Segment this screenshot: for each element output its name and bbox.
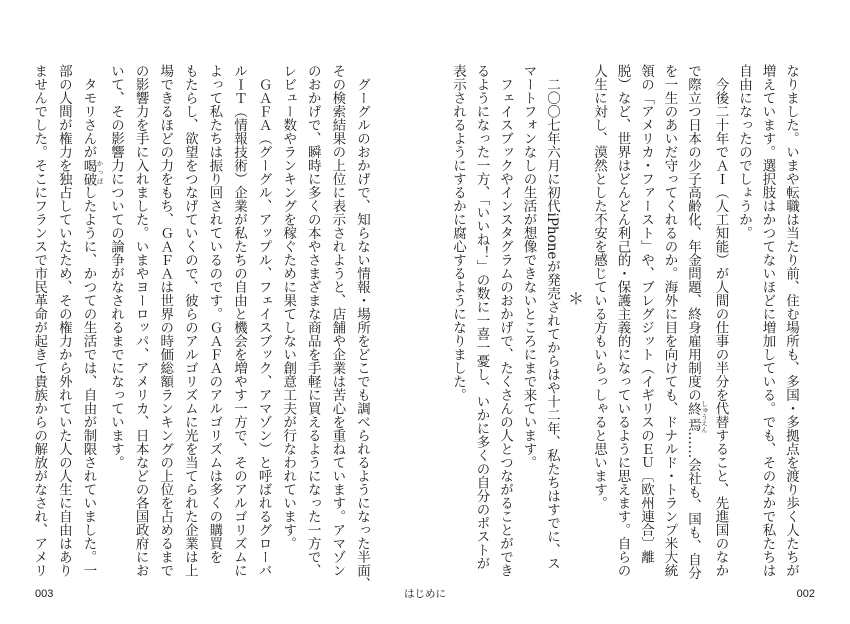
text-column — [681, 64, 709, 594]
chapter-title: はじめに — [404, 588, 446, 600]
text-column: フェイスブックやインスタグラムのおかげで、たくさんの人とつながることができ — [497, 64, 513, 577]
ruby-annotation — [685, 400, 708, 433]
ruby-text: かっぱ — [95, 158, 104, 186]
right-page — [450, 64, 803, 594]
text-column: いて、その影響力についての論争がなされるまでになっています。 — [108, 64, 125, 469]
left-page-number: 003 — [35, 588, 54, 600]
text-column: 脱）など、世界はどんどん利己的・保護主義的になっているように思えます。自らの — [614, 64, 631, 577]
text-segment: タモリさんが — [80, 64, 97, 159]
text-segment: したように、かつての生活では、自由が制限されていました。一 — [80, 185, 97, 577]
text-column: グーグルのおかげで、知らない情報・場所をどこでも調べられるようになった半面、 — [353, 64, 370, 591]
text-column: ルＩＴ（情報技術）企業が私たちの自由と機会を増やす一方で、そのアルゴリズムに — [231, 64, 248, 577]
text-column: 増えています。選択肢はかつてないほどに増加している。でも、そのなかで私たちは — [759, 64, 776, 577]
text-column: 場できるほどの力をもち、ＧＡＦＡは世界の時価総額ランキングの上位を占めるまで — [157, 64, 174, 577]
text-column: の影響力を手に入れました。いまやヨーロッパ、アメリカ、日本などの各国政府にお — [132, 64, 149, 577]
right-page-number: 002 — [796, 588, 815, 600]
text-column: 自由になったのでしょうか。 — [736, 64, 752, 240]
text-column: 今後二十年でＡＩ（人工知能）が人間の仕事の半分を代替すること、先進国のなか — [712, 64, 729, 577]
text-column: ＧＡＦＡ（グーグル、アップル、フェイスブック、アマゾン）と呼ばれるグローバ — [255, 64, 272, 577]
text-column: その検索結果の上位に表示されようと、店舗や企業は苦心を重ねています。アマゾン — [329, 64, 346, 577]
section-break-asterisk: ＊ — [565, 290, 585, 306]
left-page — [30, 64, 374, 594]
ruby-annotation — [80, 158, 104, 186]
text-column: 表示されるようにするかに腐心するようになりました。 — [450, 64, 466, 402]
text-column: のおかげで、瞬時に多くの本やさまざまな商品を手軽に買えるようになった一方で、 — [304, 64, 321, 577]
text-column: るようになった一方、「いいね！」の数に一喜一憂し、いかに多くの自分のポストが — [473, 64, 490, 571]
text-column: マートフォンなしの生活が想像できないところにまで来ています。 — [520, 64, 537, 469]
ruby-base: 終焉 — [685, 400, 701, 433]
text-column: 部の人間が権力を独占していたため、その権力から外れていた人の人生に自由はあり — [55, 64, 72, 577]
text-column: もたらし、欲望をつなげていくので、彼らのアルゴリズムに光を当てられた企業は上 — [181, 64, 198, 577]
text-segment: で際立つ日本の少子高齢化、年金問題、終身雇用制度の — [685, 64, 701, 402]
text-column: ませんでした。そこにフランスで市民革命が起きて貴族からの解放がなされ、アメリ — [31, 64, 48, 577]
text-column: 二〇〇七年六月に初代iPhoneが発売されてからはや十二年、私たちはすでに、ス — [544, 64, 560, 570]
text-column: 人生に対し、漠然とした不安を感じている方もいらっしゃると思います。 — [591, 64, 607, 510]
text-column: なりました。いまや転職は当たり前、住む場所も、多国・多拠点を渡り歩く人たちが — [783, 64, 799, 577]
ruby-text: しゅうえん — [700, 400, 708, 433]
ruby-base: 喝破 — [80, 158, 97, 186]
text-column: を一生のあいだ守ってくれるのか。海外に目を向けても、ドナルド・トランプ米大統 — [661, 64, 678, 577]
text-column: 領の「アメリカ・ファースト」や、ブレグジット（イギリスのＥＵ〔欧州連合〕離 — [638, 64, 654, 564]
text-segment: ……会社も、国も、自分 — [685, 431, 701, 580]
text-column — [76, 64, 104, 594]
text-column: レビュー数やランキングを稼ぐために果てしない創意工夫が行なわれています。 — [280, 64, 297, 550]
text-column: よって私たちは振り回されているのです。ＧＡＦＡのアルゴリズムは多くの購買を — [206, 64, 223, 564]
